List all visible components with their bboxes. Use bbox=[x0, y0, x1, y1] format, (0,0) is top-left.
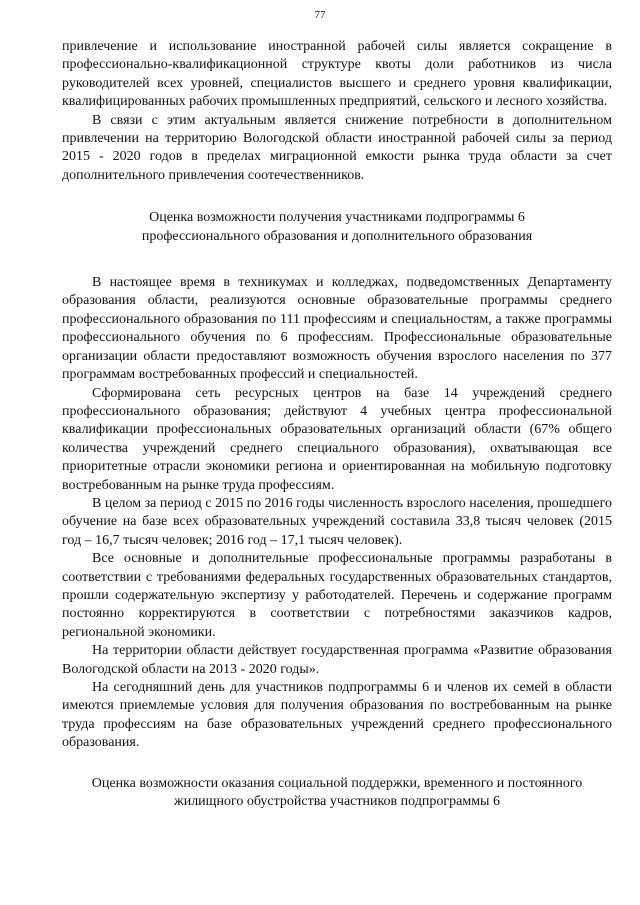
section-heading-social-support: Оценка возможности оказания социальной поддержки, временного и постоянного жилищного обустройства участников подпрограммы 6 bbox=[91, 775, 583, 810]
paragraph-colleges: В настоящее время в техникумах и колледжах, подведомственных Департаменту образования области, реализуются основные образовательные программы среднего профессионального образования по 111 профессиям и специальностям, а также программы профессионального обучения по 6 профессиям. Профессиональные образовательные организации области предоставляют возможность обучения взрослого населения по 377 программам востребованных профессий и специальностей. bbox=[62, 275, 612, 383]
paragraph-foreign-labor: В связи с этим актуальным является снижение потребности в дополнительном привлечении на территорию Вологодской области иностранной рабочей силы за период 2015 - 2020 годов в пределах миграционной емкости рынка труда области за счет дополнительного привлечения соотечественников. bbox=[62, 112, 612, 183]
paragraph-programs-standards: Все основные и дополнительные профессиональные программы разработаны в соответствии с требованиями федеральных государственных образовательных стандартов, прошли содержательную экспертизу у работодателей. Перечень и содержание программ постоянно корректируются в соответствии с потребностями заказчиков кадров, региональной экономики. bbox=[62, 551, 612, 640]
paragraph-adult-training: В целом за период с 2015 по 2016 годы численность взрослого населения, прошедшего обучение на базе всех образовательных учреждений составила 33,8 тысяч человек (2015 год – 16,7 тысяч человек; 2016 год – 17,1 тысяч человек). bbox=[62, 495, 612, 548]
paragraph-resource-centers: Сформирована сеть ресурсных центров на базе 14 учреждений среднего профессионального образования; действуют 4 учебных центра профессиональной квалификации профессиональных образовательных организаций области (67% общего количества учреждений среднего специального образования), охватывающая все приоритетные отрасли экономики региона и ориентированная на мобильную подготовку востребованным на рынке труда профессиям. bbox=[62, 385, 612, 493]
paragraph-continuation: привлечение и использование иностранной рабочей силы является сокращение в профессионально-квалификационной структуре квоты доли работников из числа руководителей всех уровней, специалистов высшего и среднего уровня квалификации, квалифицированных рабочих промышленных предприятий, сельского и лесного хозяйства. bbox=[62, 39, 612, 110]
section-heading-education: Оценка возможности получения участниками подпрограммы 6 профессионального образования и дополнительного образования bbox=[141, 210, 533, 244]
document-body bbox=[62, 38, 612, 811]
paragraph-education-conditions: На сегодняшний день для участников подпрограммы 6 и членов их семей в области имеются приемлемые условия для получения образования по востребованным на рынке труда профессиям на базе образовательных учреждений среднего профессионального образования. bbox=[62, 680, 612, 751]
page-number: 77 bbox=[314, 9, 326, 21]
paragraph-state-program: На территории области действует государственная программа «Развитие образования Вологодской области на 2013 - 2020 годы». bbox=[62, 643, 612, 677]
